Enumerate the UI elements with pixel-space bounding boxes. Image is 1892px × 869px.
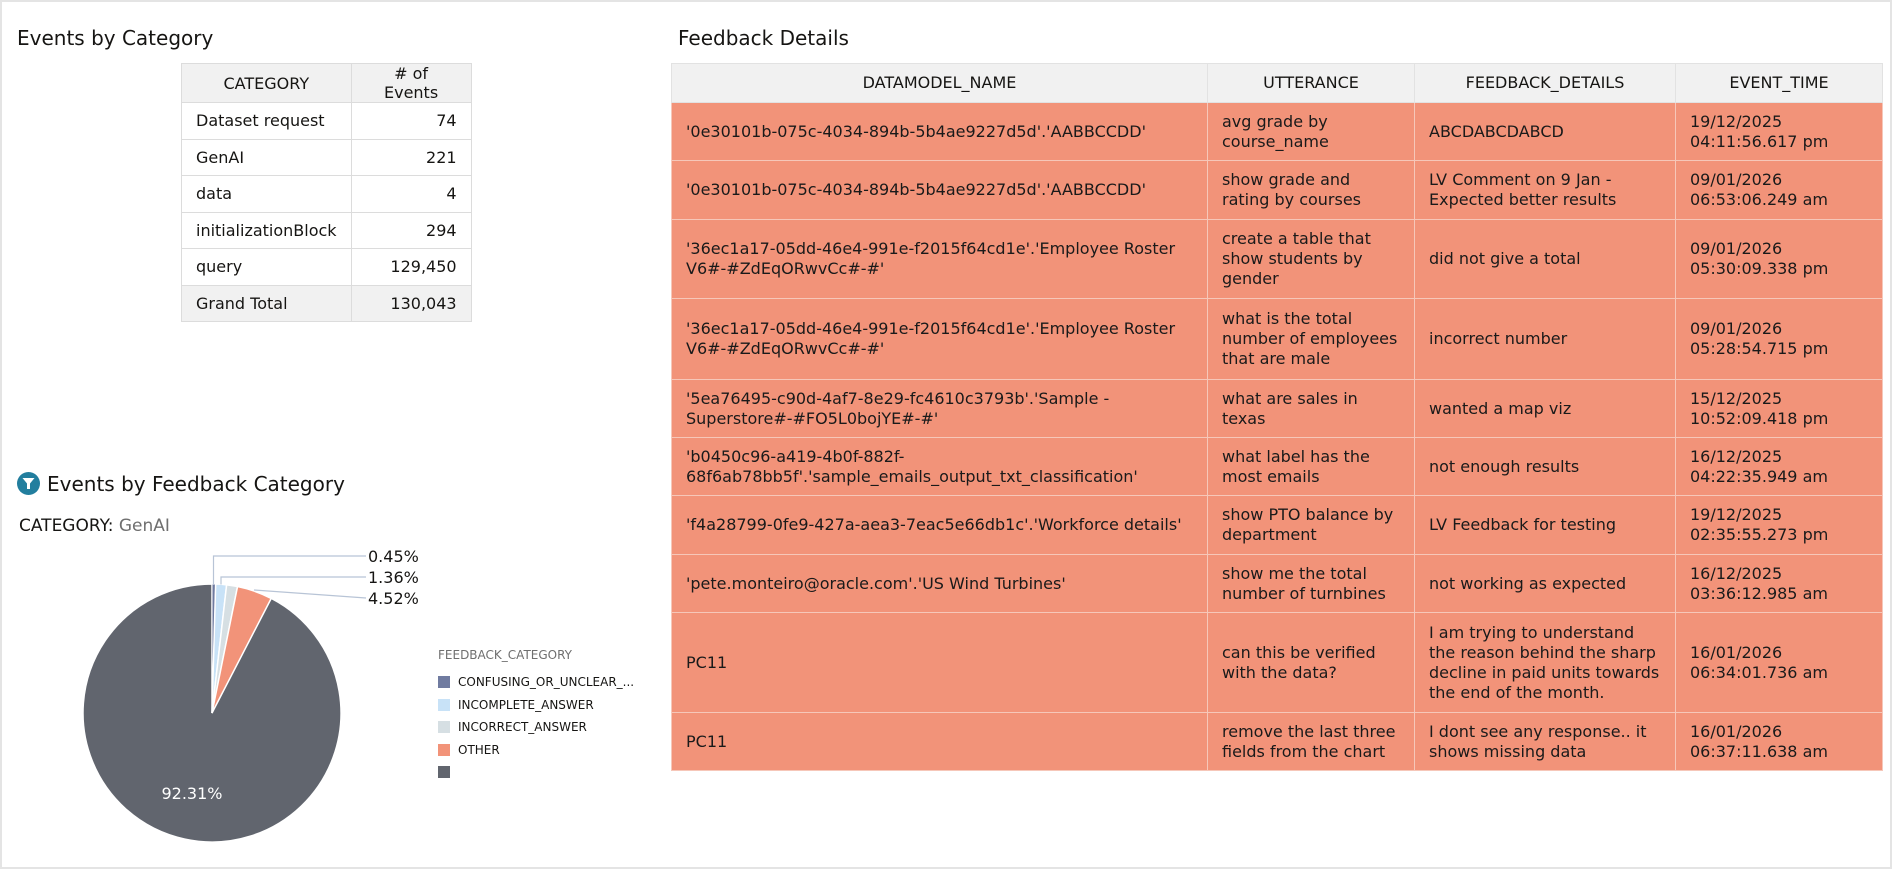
events-cell[interactable]: 294 xyxy=(351,212,471,249)
events-by-category-title: Events by Category xyxy=(17,26,214,50)
feedback-cell[interactable]: LV Comment on 9 Jan - Expected better results xyxy=(1415,161,1676,220)
table-row[interactable] xyxy=(182,103,472,140)
feedback-details-title: Feedback Details xyxy=(678,26,849,50)
event-time: 02:35:55.273 pm xyxy=(1690,525,1829,544)
event-time: 10:52:09.418 pm xyxy=(1690,408,1829,428)
table-row[interactable] xyxy=(672,161,1883,220)
events-cell[interactable]: 4 xyxy=(351,176,471,213)
event-time-cell[interactable] xyxy=(1676,220,1883,299)
category-cell[interactable]: data xyxy=(182,176,352,213)
legend-swatch xyxy=(438,766,450,778)
utterance-cell[interactable]: what are sales in texas xyxy=(1208,380,1415,438)
event-time: 06:34:01.736 am xyxy=(1690,662,1828,682)
table-row[interactable] xyxy=(672,613,1883,713)
legend-item-other[interactable] xyxy=(438,739,634,762)
column-header-datamodel-name[interactable]: DATAMODEL_NAME xyxy=(672,64,1208,103)
column-header-feedback-details[interactable]: FEEDBACK_DETAILS xyxy=(1415,64,1676,103)
utterance-cell[interactable]: avg grade by course_name xyxy=(1208,103,1415,161)
grand-total-row xyxy=(182,285,472,322)
utterance-cell[interactable]: show grade and rating by courses xyxy=(1208,161,1415,220)
events-cell[interactable]: 74 xyxy=(351,103,471,140)
utterance-cell[interactable]: what label has the most emails xyxy=(1208,438,1415,496)
datamodel-cell[interactable]: 'b0450c96-a419-4b0f-882f-68f6ab78bb5f'.'sample_emails_output_txt_classification' xyxy=(672,438,1208,496)
table-row[interactable] xyxy=(182,176,472,213)
event-date: 16/12/2025 xyxy=(1690,563,1783,583)
event-time-cell[interactable] xyxy=(1676,555,1883,613)
pie-label-blank: 92.31% xyxy=(161,784,223,803)
category-cell[interactable]: GenAI xyxy=(182,139,352,176)
event-time-cell[interactable] xyxy=(1676,496,1883,555)
grand-total-label: Grand Total xyxy=(182,285,352,322)
table-row[interactable] xyxy=(182,139,472,176)
legend-swatch xyxy=(438,744,450,756)
legend-title: FEEDBACK_CATEGORY xyxy=(438,648,572,662)
legend-swatch xyxy=(438,721,450,733)
category-cell[interactable]: initializationBlock xyxy=(182,212,352,249)
table-row[interactable] xyxy=(182,249,472,286)
datamodel-cell[interactable]: 'f4a28799-0fe9-427a-aea3-7eac5e66db1c'.'Workforce details' xyxy=(672,496,1208,555)
legend-item-blank[interactable] xyxy=(438,761,634,784)
datamodel-cell[interactable]: PC11 xyxy=(672,613,1208,713)
feedback-cell[interactable]: I am trying to understand the reason behind the sharp decline in paid units towards the end of the month. xyxy=(1415,613,1676,713)
feedback-cell[interactable]: LV Feedback for testing xyxy=(1415,496,1676,555)
event-time: 05:28:54.715 pm xyxy=(1690,339,1829,358)
datamodel-cell[interactable]: PC11 xyxy=(672,713,1208,771)
pie-label-confusing: 0.45% xyxy=(368,547,419,566)
column-header-utterance[interactable]: UTTERANCE xyxy=(1208,64,1415,103)
event-time-cell[interactable] xyxy=(1676,299,1883,380)
filter-summary xyxy=(19,516,170,536)
legend-label: CONFUSING_OR_UNCLEAR_... xyxy=(458,675,635,690)
utterance-cell[interactable]: create a table that show students by gender xyxy=(1208,220,1415,299)
events-cell[interactable]: 129,450 xyxy=(351,249,471,286)
event-date: 19/12/2025 xyxy=(1690,505,1783,524)
feedback-cell[interactable]: did not give a total xyxy=(1415,220,1676,299)
legend-item-incomplete[interactable] xyxy=(438,694,634,717)
datamodel-cell[interactable]: 'pete.monteiro@oracle.com'.'US Wind Turbines' xyxy=(672,555,1208,613)
filter-value: GenAI xyxy=(118,516,170,536)
legend-label: INCOMPLETE_ANSWER xyxy=(458,697,594,712)
feedback-details-table xyxy=(671,63,1883,771)
datamodel-cell[interactable]: '36ec1a17-05dd-46e4-991e-f2015f64cd1e'.'Employee Roster V6#-#ZdEqORwvCc#-#' xyxy=(672,220,1208,299)
filter-icon[interactable] xyxy=(17,472,40,495)
grand-total-value: 130,043 xyxy=(351,285,471,322)
event-time-cell[interactable] xyxy=(1676,613,1883,713)
event-date: 15/12/2025 xyxy=(1690,388,1783,408)
table-row[interactable] xyxy=(672,380,1883,438)
datamodel-cell[interactable]: '0e30101b-075c-4034-894b-5b4ae9227d5d'.'AABBCCDD' xyxy=(672,103,1208,161)
table-row[interactable] xyxy=(672,299,1883,380)
pie-label-incomplete: 1.36% xyxy=(368,568,419,587)
legend-item-confusing[interactable] xyxy=(438,671,634,694)
utterance-cell[interactable]: can this be verified with the data? xyxy=(1208,613,1415,713)
table-row[interactable] xyxy=(672,103,1883,161)
table-row[interactable] xyxy=(672,555,1883,613)
feedback-cell[interactable]: not enough results xyxy=(1415,438,1676,496)
table-row[interactable] xyxy=(182,212,472,249)
feedback-pie-chart xyxy=(0,540,430,865)
event-date: 16/01/2026 xyxy=(1690,721,1783,741)
column-header-category[interactable]: CATEGORY xyxy=(182,64,352,103)
table-row[interactable] xyxy=(672,713,1883,771)
event-time-cell[interactable] xyxy=(1676,438,1883,496)
event-date: 09/01/2026 xyxy=(1690,239,1783,258)
event-time-cell[interactable] xyxy=(1676,103,1883,161)
filter-label: CATEGORY: xyxy=(19,516,114,536)
category-cell[interactable]: Dataset request xyxy=(182,103,352,140)
table-row[interactable] xyxy=(672,438,1883,496)
event-time-cell[interactable] xyxy=(1676,380,1883,438)
feedback-cell[interactable]: not working as expected xyxy=(1415,555,1676,613)
legend-label: OTHER xyxy=(458,742,500,757)
legend-swatch xyxy=(438,699,450,711)
datamodel-cell[interactable]: '0e30101b-075c-4034-894b-5b4ae9227d5d'.'AABBCCDD' xyxy=(672,161,1208,220)
column-header-event-time[interactable]: EVENT_TIME xyxy=(1676,64,1883,103)
event-date: 16/12/2025 xyxy=(1690,446,1783,466)
datamodel-cell[interactable]: '5ea76495-c90d-4af7-8e29-fc4610c3793b'.'Sample - Superstore#-#FO5L0bojYE#-#' xyxy=(672,380,1208,438)
category-cell[interactable]: query xyxy=(182,249,352,286)
feedback-cell[interactable]: ABCDABCDABCD xyxy=(1415,103,1676,161)
legend-swatch xyxy=(438,676,450,688)
event-time: 06:53:06.249 am xyxy=(1690,190,1828,209)
events-cell[interactable]: 221 xyxy=(351,139,471,176)
events-by-category-table xyxy=(181,63,472,322)
legend-item-incorrect[interactable] xyxy=(438,716,634,739)
utterance-cell[interactable]: show PTO balance by department xyxy=(1208,496,1415,555)
event-date: 19/12/2025 xyxy=(1690,111,1783,131)
event-time: 05:30:09.338 pm xyxy=(1690,259,1829,278)
event-date: 09/01/2026 xyxy=(1690,170,1783,189)
event-time: 04:11:56.617 pm xyxy=(1690,131,1829,151)
event-time: 04:22:35.949 am xyxy=(1690,466,1828,486)
event-time-cell[interactable] xyxy=(1676,713,1883,771)
feedback-cell[interactable]: wanted a map viz xyxy=(1415,380,1676,438)
event-time: 06:37:11.638 am xyxy=(1690,741,1828,761)
event-date: 09/01/2026 xyxy=(1690,319,1783,338)
pie-label-other: 4.52% xyxy=(368,589,419,608)
table-row[interactable] xyxy=(672,220,1883,299)
column-header-events[interactable]: # of Events xyxy=(351,64,471,103)
feedback-cell[interactable]: incorrect number xyxy=(1415,299,1676,380)
feedback-cell[interactable]: I dont see any response.. it shows missing data xyxy=(1415,713,1676,771)
legend-label: INCORRECT_ANSWER xyxy=(458,720,587,735)
event-time-cell[interactable] xyxy=(1676,161,1883,220)
utterance-cell[interactable]: what is the total number of employees that are male xyxy=(1208,299,1415,380)
datamodel-cell[interactable]: '36ec1a17-05dd-46e4-991e-f2015f64cd1e'.'Employee Roster V6#-#ZdEqORwvCc#-#' xyxy=(672,299,1208,380)
table-row[interactable] xyxy=(672,496,1883,555)
event-time: 03:36:12.985 am xyxy=(1690,583,1828,603)
utterance-cell[interactable]: show me the total number of turnbines xyxy=(1208,555,1415,613)
pie-legend xyxy=(438,648,634,784)
utterance-cell[interactable]: remove the last three fields from the chart xyxy=(1208,713,1415,771)
event-date: 16/01/2026 xyxy=(1690,642,1783,662)
events-by-feedback-category-title: Events by Feedback Category xyxy=(47,472,345,496)
